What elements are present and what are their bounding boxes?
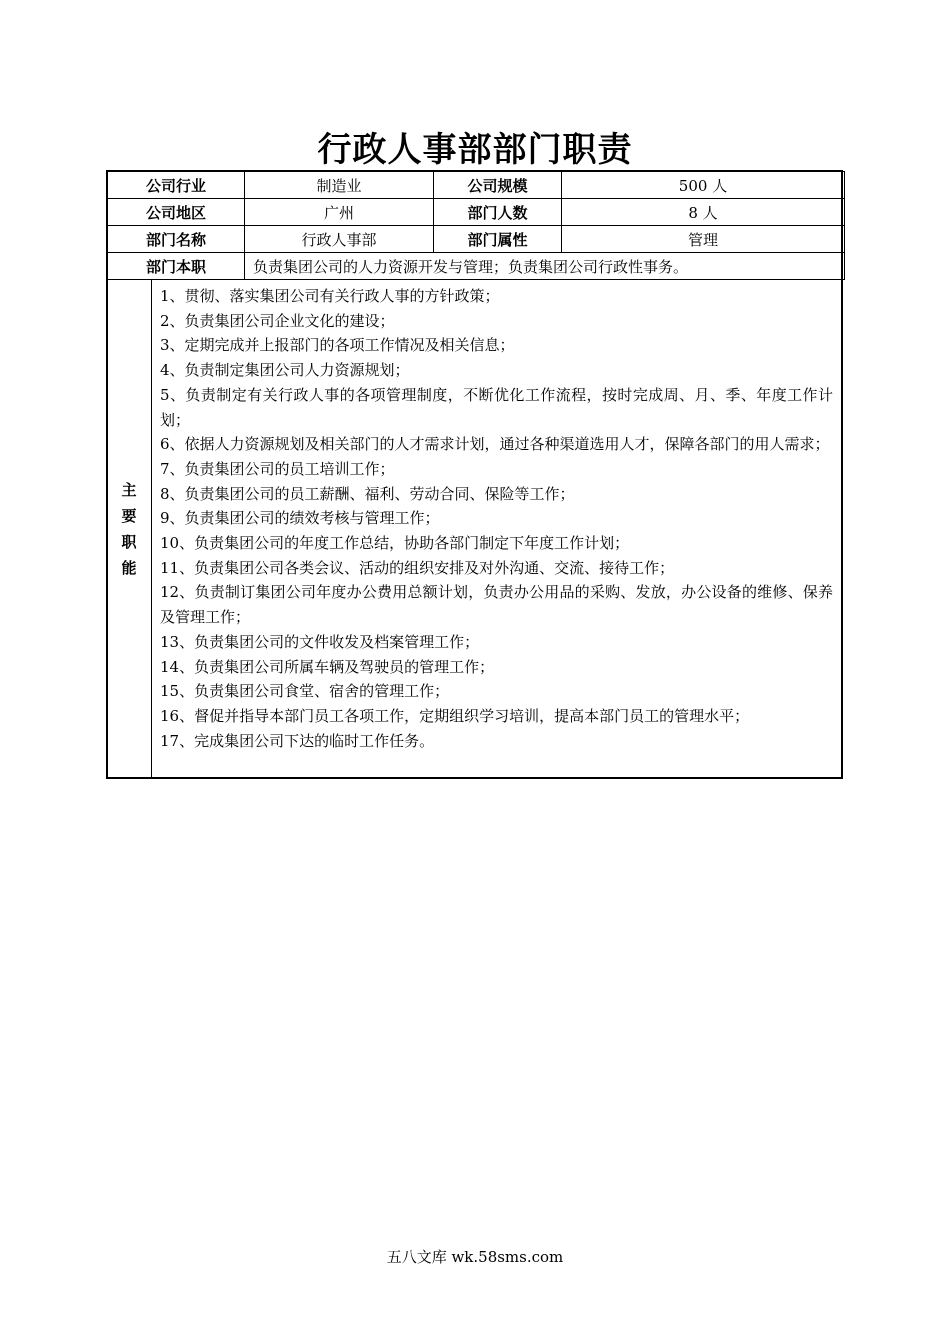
dept-name-label: 部门名称 xyxy=(108,226,245,253)
dept-name-value: 行政人事部 xyxy=(245,226,434,253)
table-row xyxy=(108,226,845,253)
duty-label: 部门本职 xyxy=(108,253,245,280)
list-item: 7、负责集团公司的员工培训工作； xyxy=(160,459,395,478)
scale-label: 公司规模 xyxy=(434,172,562,199)
list-item: 12、负责制订集团公司年度办公费用总额计划，负责办公用品的采购、发放，办公设备的维修、保养及管理工作； xyxy=(160,583,833,627)
list-item: 11、负责集团公司各类会议、活动的组织安排及对外沟通、交流、接待工作； xyxy=(160,558,675,577)
list-item: 9、负责集团公司的绩效考核与管理工作； xyxy=(160,509,440,528)
main-duties-label-char: 主 xyxy=(121,481,137,499)
list-item: 8、负责集团公司的员工薪酬、福利、劳动合同、保险等工作； xyxy=(160,484,575,503)
duty-value: 负责集团公司的人力资源开发与管理；负责集团公司行政性事务。 xyxy=(245,253,845,280)
main-duties-label xyxy=(107,280,152,778)
list-item: 10、负责集团公司的年度工作总结，协助各部门制定下年度工作计划； xyxy=(160,534,630,553)
main-duties-label-char: 能 xyxy=(121,559,137,577)
list-item: 15、负责集团公司食堂、宿舍的管理工作； xyxy=(160,682,450,701)
main-duties-label-char: 职 xyxy=(121,533,137,551)
list-item: 17、完成集团公司下达的临时工作任务。 xyxy=(160,731,435,750)
list-item: 13、负责集团公司的文件收发及档案管理工作； xyxy=(160,632,480,651)
department-info-table xyxy=(107,171,845,280)
table-row xyxy=(108,172,845,199)
list-item: 2、负责集团公司企业文化的建设； xyxy=(160,311,395,330)
list-item: 6、依据人力资源规划及相关部门的人才需求计划，通过各种渠道选用人才，保障各部门的用人需求； xyxy=(160,435,830,454)
table-row xyxy=(108,199,845,226)
footer-watermark: 五八文库 wk.58sms.com xyxy=(386,1248,564,1266)
scale-value: 500 人 xyxy=(562,172,845,199)
region-value: 广州 xyxy=(245,199,434,226)
main-duties-label-char: 要 xyxy=(121,507,137,525)
list-item: 3、定期完成并上报部门的各项工作情况及相关信息； xyxy=(160,336,515,355)
list-item: 16、督促并指导本部门员工各项工作，定期组织学习培训，提高本部门员工的管理水平； xyxy=(160,706,750,725)
list-item: 5、负责制定有关行政人事的各项管理制度，不断优化工作流程，按时完成周、月、季、年度工作计划； xyxy=(160,385,833,429)
table-row xyxy=(108,253,845,280)
industry-label: 公司行业 xyxy=(108,172,245,199)
list-item: 4、负责制定集团公司人力资源规划； xyxy=(160,361,410,380)
dept-attr-value: 管理 xyxy=(562,226,845,253)
industry-value: 制造业 xyxy=(245,172,434,199)
headcount-value: 8 人 xyxy=(562,199,845,226)
main-duties-list xyxy=(160,284,833,753)
list-item: 1、贯彻、落实集团公司有关行政人事的方针政策； xyxy=(160,287,500,305)
list-item: 14、负责集团公司所属车辆及驾驶员的管理工作； xyxy=(160,657,495,676)
headcount-label: 部门人数 xyxy=(434,199,562,226)
dept-attr-label: 部门属性 xyxy=(434,226,562,253)
document-title: 行政人事部部门职责 xyxy=(317,130,633,170)
region-label: 公司地区 xyxy=(108,199,245,226)
